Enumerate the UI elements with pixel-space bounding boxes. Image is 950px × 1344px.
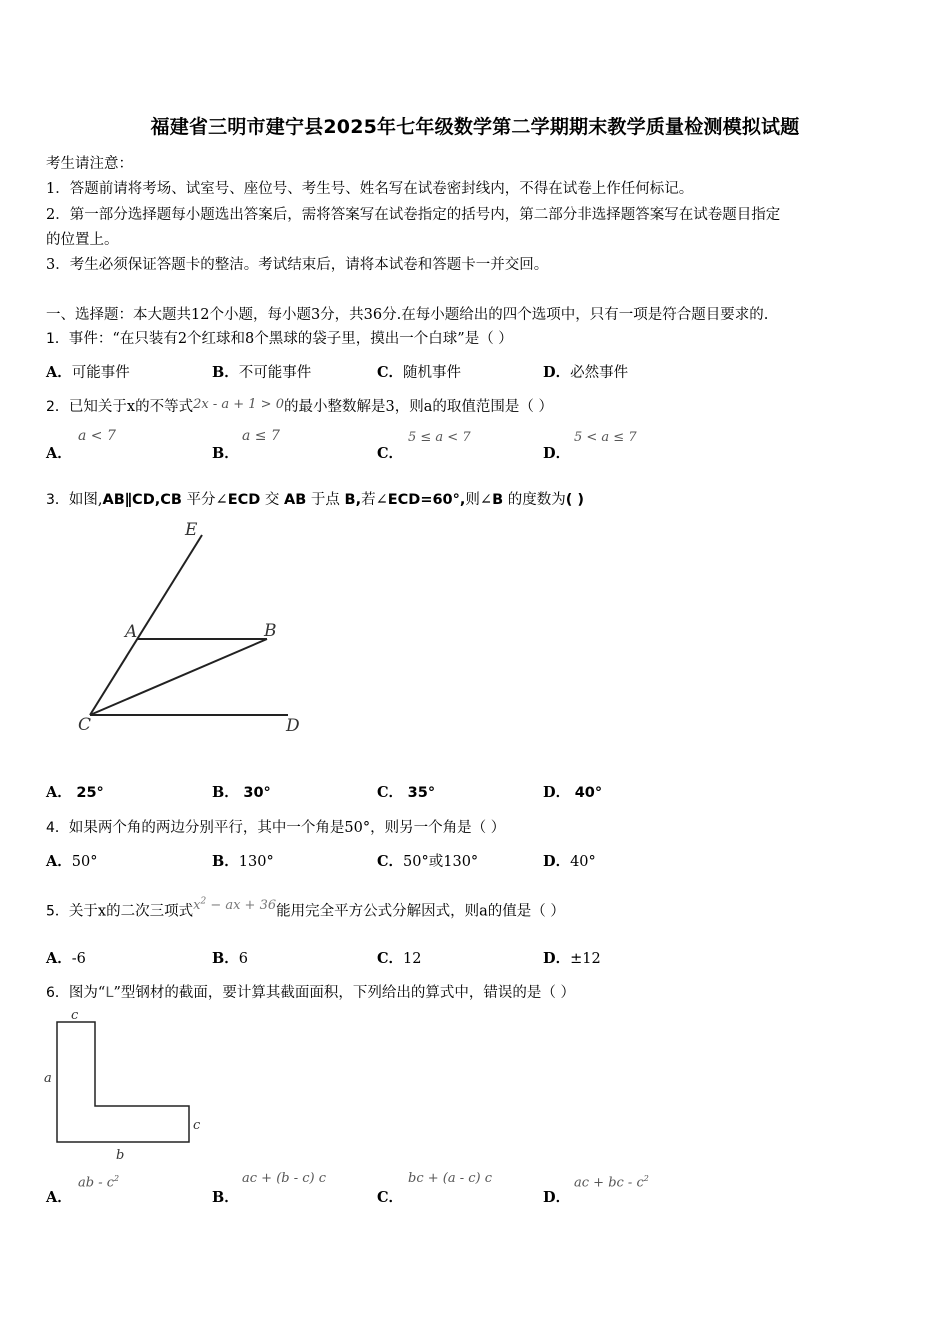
label-e: E — [185, 520, 198, 540]
option-d[interactable]: D．必然事件 — [543, 364, 629, 381]
option-c-math: bc + (a - c) c — [408, 1171, 493, 1186]
option-c[interactable]: C．50°或130° — [377, 853, 479, 870]
label-b: B — [264, 621, 277, 641]
label-d: D — [286, 716, 300, 736]
question-number: 4． — [46, 820, 69, 836]
option-a-math: ab - $c^2$ — [78, 1174, 120, 1191]
option-c[interactable]: C． — [377, 445, 404, 462]
option-c[interactable]: C． 35° — [377, 784, 436, 801]
option-b[interactable]: B． 30° — [212, 784, 271, 801]
question-4 — [46, 816, 505, 837]
label-b-bottom: b — [116, 1148, 125, 1163]
option-d[interactable]: D． 40° — [543, 784, 603, 801]
line-cb — [90, 639, 267, 715]
option-b[interactable]: B． — [212, 445, 239, 462]
option-d[interactable]: D．40° — [543, 853, 596, 870]
page-title: 福建省三明市建宁县2025年七年级数学第二学期期末教学质量检测模拟试题 — [150, 116, 800, 138]
option-a[interactable]: A．50° — [46, 853, 98, 870]
option-d[interactable]: D．±12 — [543, 950, 601, 967]
question-5: 5．关于x的二次三项式$x^2$ − ax + 36能用完全平方公式分解因式，则a的值是（ ） — [46, 897, 565, 920]
notice-item: 的位置上。 — [46, 232, 119, 248]
option-d[interactable]: D． — [543, 445, 571, 462]
option-a[interactable]: A．-6 — [46, 950, 86, 967]
question-number: 5． — [46, 903, 69, 920]
option-d-math: ac + bc - $c^2$ — [574, 1174, 649, 1191]
label-c-top: c — [71, 1008, 79, 1023]
option-b[interactable]: B． — [212, 1189, 239, 1206]
l-shape-figure — [40, 1005, 210, 1165]
option-a[interactable]: A． — [46, 1189, 72, 1206]
question-number: 1． — [46, 331, 69, 347]
question-number: 2． — [46, 399, 69, 415]
notice-heading: 考生请注意： — [46, 156, 133, 172]
option-a[interactable]: A． 25° — [46, 784, 104, 801]
question-6: 6．图为“L”型钢材的截面，要计算其截面面积，下列给出的算式中，错误的是（ ） — [46, 985, 575, 1001]
question-number: 6． — [46, 985, 69, 1001]
question-number: 3． — [46, 492, 69, 508]
question-text: 事件：“在只装有2个红球和8个黑球的袋子里，摸出一个白球”是（ ） — [68, 331, 513, 347]
option-b[interactable]: B．不可能事件 — [212, 364, 312, 381]
section-heading: 一、选择题：本大题共12个小题，每小题3分，共36分.在每小题给出的四个选项中，只有一项是符合题目要求的. — [46, 307, 769, 323]
question-text: 如果两个角的两边分别平行，其中一个角是50°，则另一个角是（ ） — [68, 820, 506, 836]
option-b[interactable]: B．130° — [212, 853, 274, 870]
option-c[interactable]: C．12 — [377, 950, 422, 967]
question-3: 3．如图,AB∥CD,CB 平分∠ECD 交 AB 于点 B,若∠ECD=60°,则∠B 的度数为( ) — [46, 492, 585, 508]
l-shape-outline — [57, 1022, 189, 1142]
line-ce — [90, 535, 202, 715]
notice-item: 1．答题前请将考场、试室号、座位号、考生号、姓名写在试卷密封线内，不得在试卷上作任何标记。 — [46, 181, 694, 197]
label-a-left: a — [44, 1071, 52, 1086]
option-c[interactable]: C．随机事件 — [377, 364, 462, 381]
notice-item: 2．第一部分选择题每小题选出答案后，需将答案写在试卷指定的括号内，第二部分非选择题答案写在试卷题目指定 — [46, 207, 781, 223]
option-a[interactable]: A．可能事件 — [46, 364, 130, 381]
option-b-math: ac + (b - c) c — [242, 1171, 327, 1186]
option-d[interactable]: D． — [543, 1189, 571, 1206]
option-c-math: 5 ≤ a < 7 — [408, 430, 471, 445]
option-c[interactable]: C． — [377, 1189, 404, 1206]
question-2: 2．已知关于x的不等式2x - a + 1 > 0的最小整数解是3，则a的取值范围是（ ） — [46, 397, 553, 415]
inequality-formula: 2x - a + 1 > 0 — [193, 397, 284, 412]
option-d-math: 5 < a ≤ 7 — [574, 430, 637, 445]
notice-item: 3．考生必须保证答题卡的整洁。考试结束后，请将本试卷和答题卡一并交回。 — [46, 257, 549, 273]
option-b-math: a ≤ 7 — [242, 428, 280, 444]
label-c-right: c — [193, 1118, 201, 1133]
label-a: A — [125, 622, 138, 642]
trinomial-formula: $x^2$ − ax + 36 — [193, 897, 277, 914]
geometry-figure — [70, 515, 320, 745]
question-1 — [46, 327, 513, 348]
option-a[interactable]: A． — [46, 445, 72, 462]
label-c: C — [78, 715, 92, 735]
option-a-math: a < 7 — [78, 428, 116, 444]
option-b[interactable]: B．6 — [212, 950, 248, 967]
